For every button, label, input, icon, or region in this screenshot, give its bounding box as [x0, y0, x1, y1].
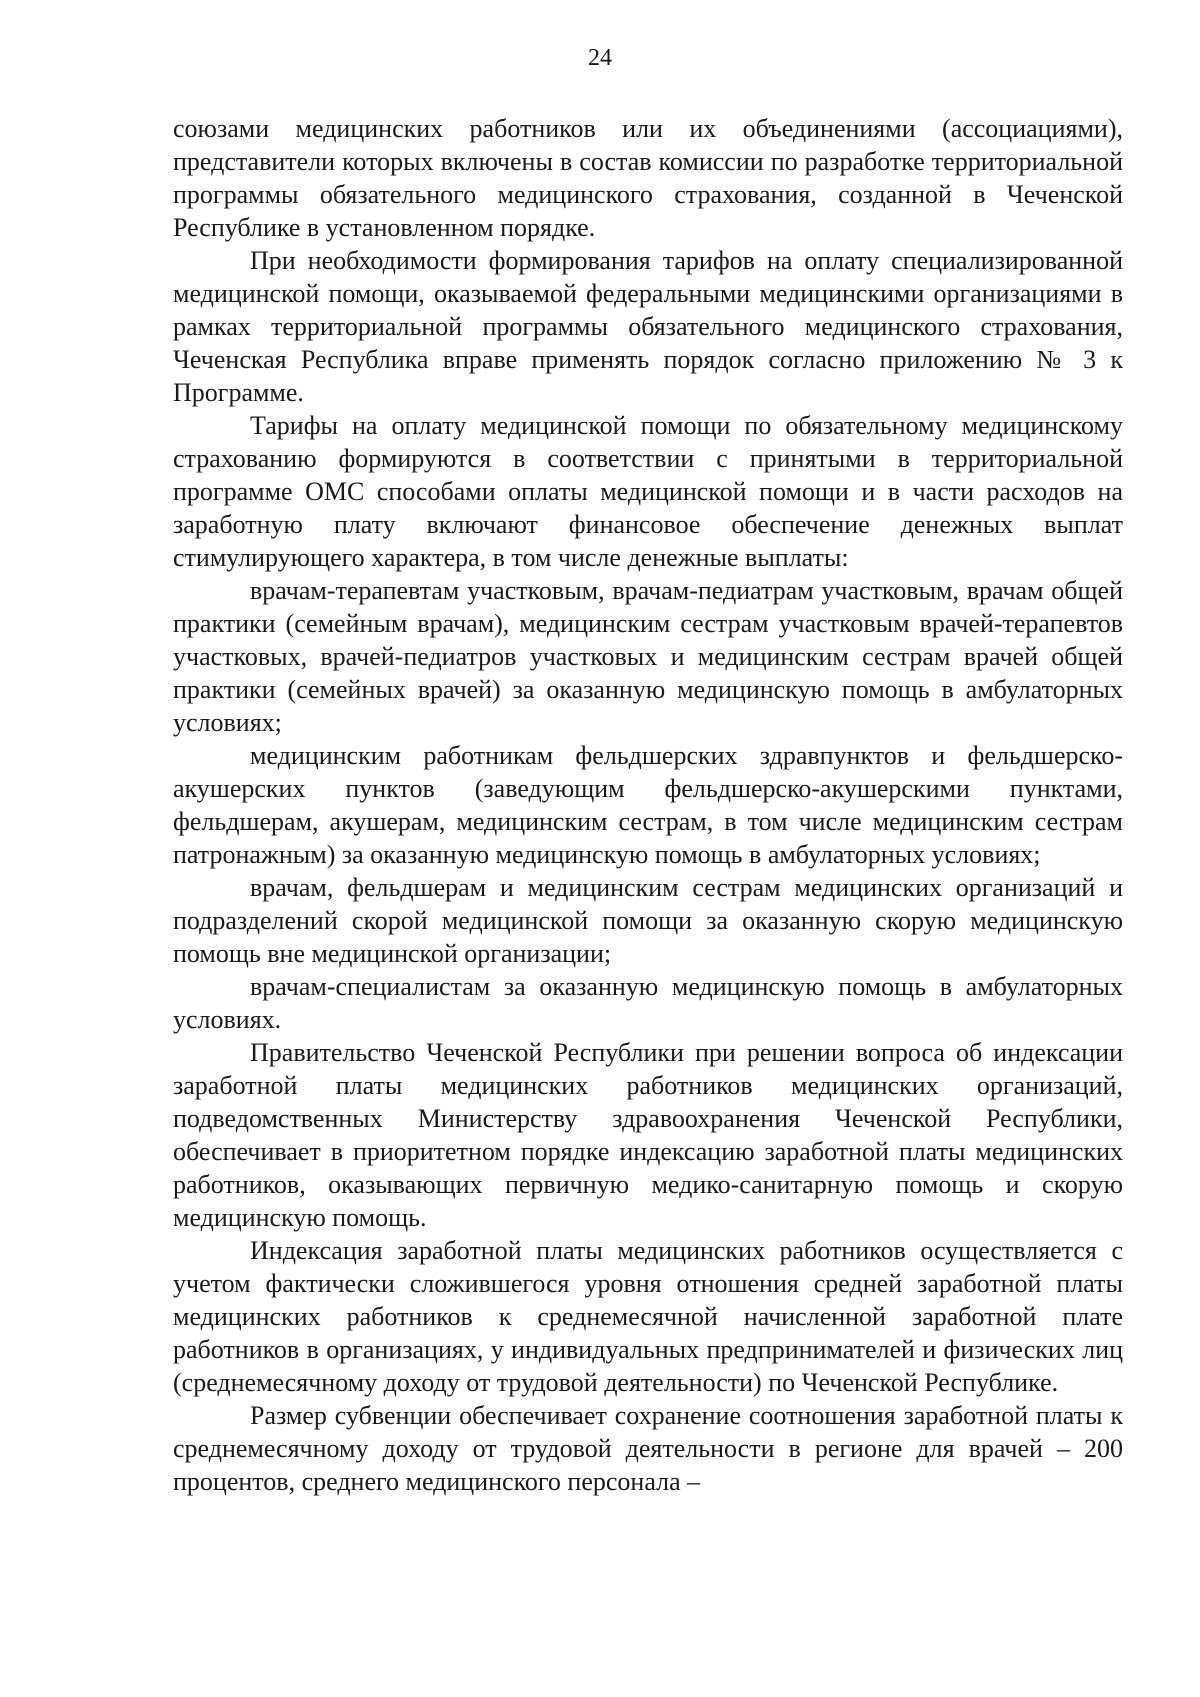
paragraph-tariff-formation: При необходимости формирования тарифов на оплату специализированной медицинской помощи, оказываемой федеральными медицинскими организациями в рамках территориальной программы обязательного медицинского страхования, Чеченская Республика вправе применять порядок согласно приложению № 3 к Программе. — [173, 246, 1123, 407]
list-item-specialists: врачам-специалистам за оказанную медицинскую помощь в амбулаторных условиях. — [173, 972, 1123, 1034]
list-item-district-doctors: врачам-терапевтам участковым, врачам-педиатрам участковым, врачам общей практики (семейным врачам), медицинским сестрам участковым врачей-терапевтов участковых, врачей-педиатров участковых и медицинским сестрам врачей общей практики (семейных врачей) за оказанную медицинскую помощь в амбулаторных условиях; — [173, 576, 1123, 737]
paragraph-continuation: союзами медицинских работников или их объединениями (ассоциациями), представители которых включены в состав комиссии по разработке территориальной программы обязательного медицинского страхования, созданной в Чеченской Республике в установленном порядке. — [173, 114, 1123, 242]
paragraph-government-indexation: Правительство Чеченской Республики при решении вопроса об индексации заработной платы медицинских работников медицинских организаций, подведомственных Министерству здравоохранения Чеченской Республики, обеспечивает в приоритетном порядке индексацию заработной платы медицинских работников, оказывающих первичную медико-санитарную помощь и скорую медицинскую помощь. — [173, 1038, 1123, 1232]
paragraph-subvention-size: Размер субвенции обеспечивает сохранение соотношения заработной платы к среднемесячному доходу от трудовой деятельности в регионе для врачей – 200 процентов, среднего медицинского персонала – — [173, 1401, 1123, 1496]
paragraph-salary-indexation: Индексация заработной платы медицинских работников осуществляется с учетом фактически сложившегося уровня отношения средней заработной платы медицинских работников к среднемесячной начисленной заработной плате работников в организациях, у индивидуальных предпринимателей и физических лиц (среднемесячному доходу от трудовой деятельности) по Чеченской Республике. — [173, 1236, 1123, 1397]
page-number: 24 — [588, 45, 612, 71]
list-item-feldsher-points: медицинским работникам фельдшерских здравпунктов и фельдшерско-акушерских пунктов (заведующим фельдшерско-акушерскими пунктами, фельдшерам, акушерам, медицинским сестрам, в том числе медицинским сестрам патронажным) за оказанную медицинскую помощь в амбулаторных условиях; — [173, 741, 1123, 869]
list-item-ambulance: врачам, фельдшерам и медицинским сестрам медицинских организаций и подразделений скорой медицинской помощи за оказанную скорую медицинскую помощь вне медицинской организации; — [173, 873, 1123, 968]
paragraph-tariffs-oms: Тарифы на оплату медицинской помощи по обязательному медицинскому страхованию формируются в соответствии с принятыми в территориальной программе ОМС способами оплаты медицинской помощи и в части расходов на заработную плату включают финансовое обеспечение денежных выплат стимулирующего характера, в том числе денежные выплаты: — [173, 411, 1123, 572]
document-body — [173, 112, 1123, 1498]
